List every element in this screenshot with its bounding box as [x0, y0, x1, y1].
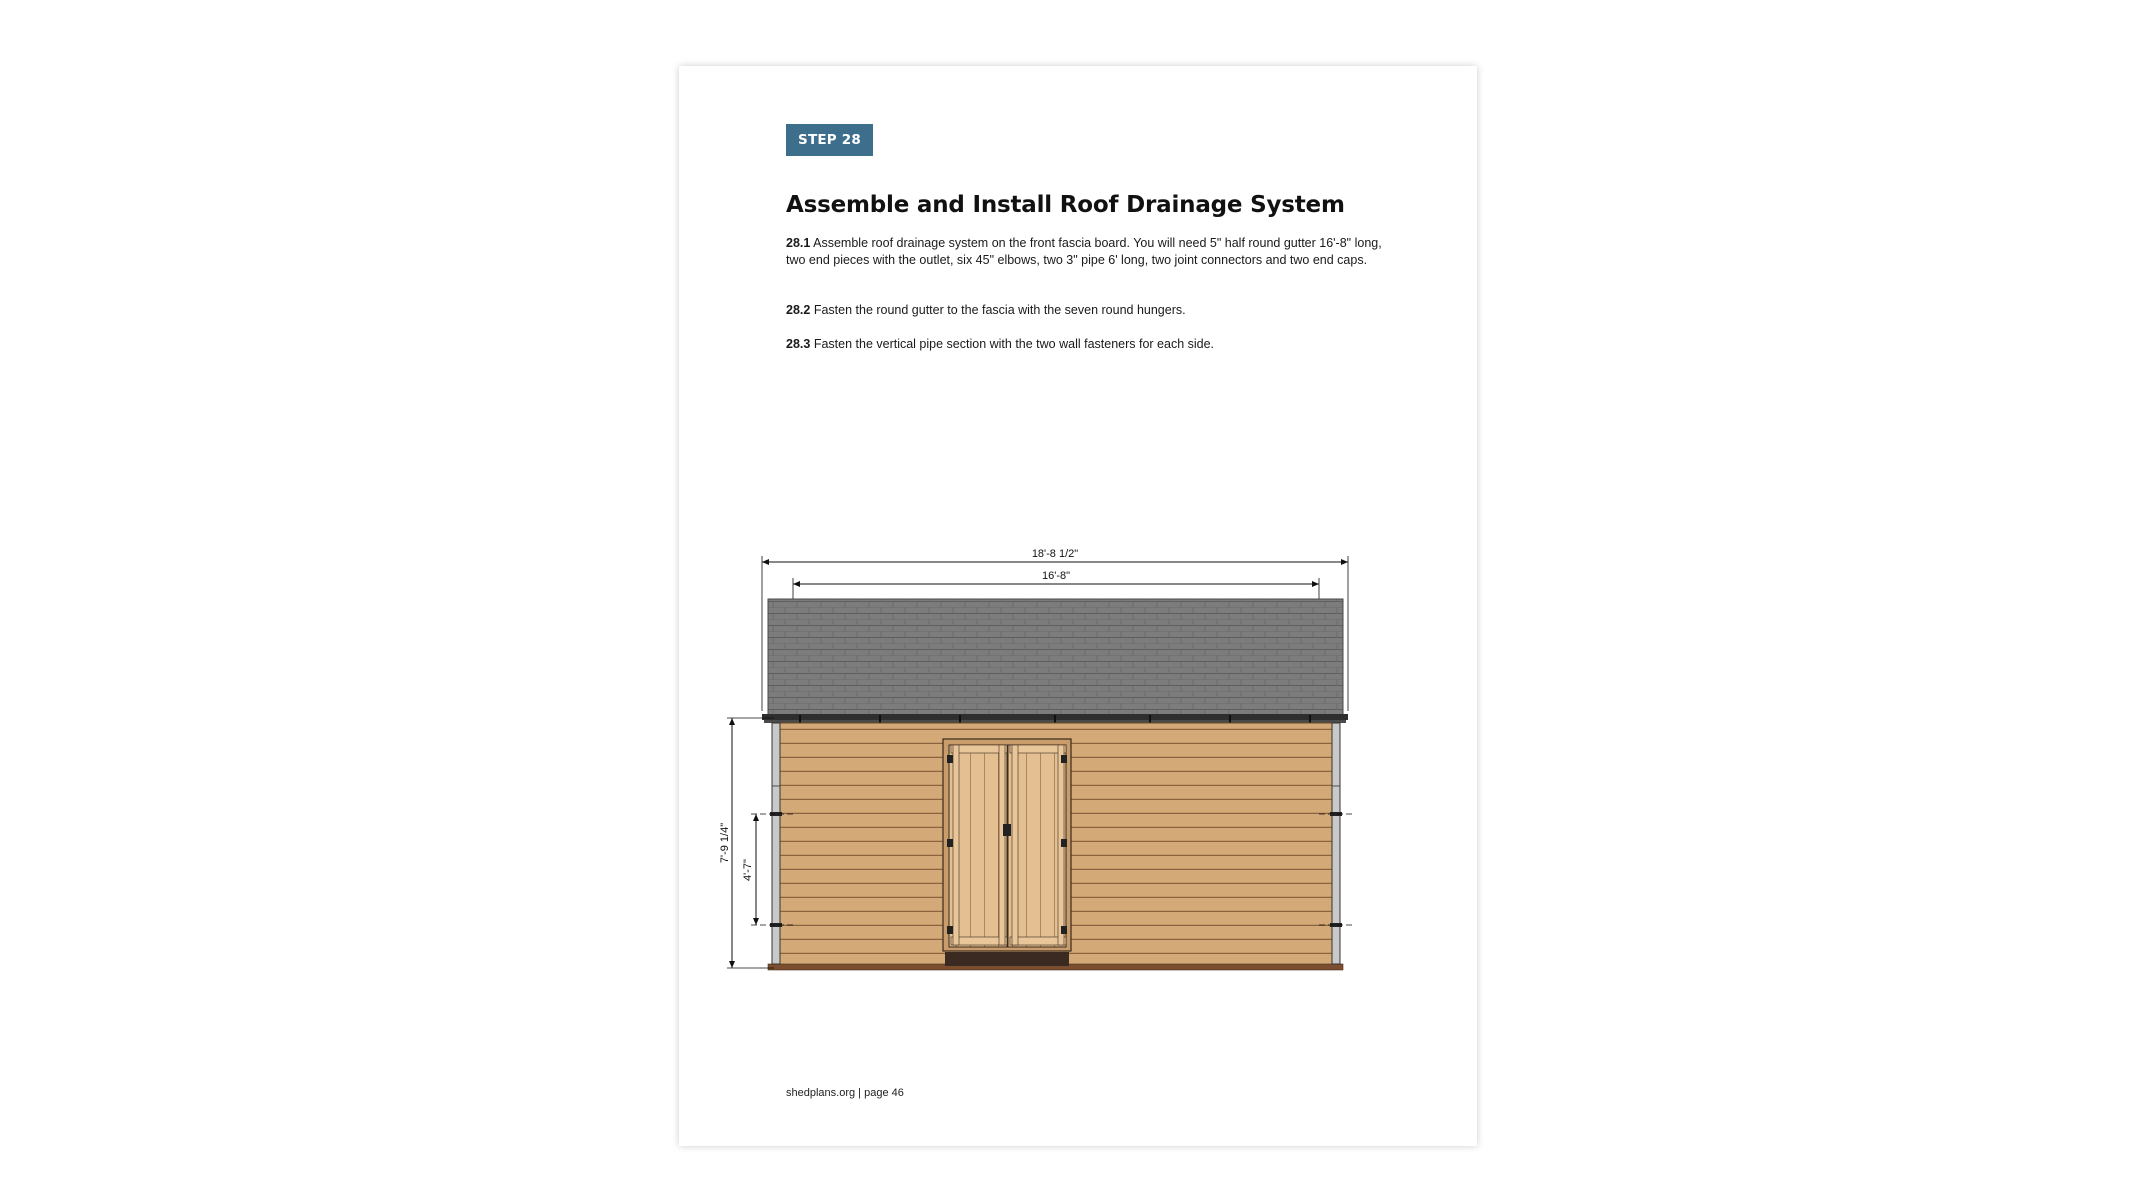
footer-page-number: page 46 — [864, 1087, 904, 1099]
roof — [768, 599, 1343, 715]
page-footer — [786, 1087, 904, 1099]
instruction-text: Fasten the round gutter to the fascia with the seven round hungers. — [813, 303, 1186, 317]
instruction-paragraph — [786, 235, 1386, 269]
instruction-paragraph — [786, 336, 1386, 353]
page-title: Assemble and Install Roof Drainage System — [786, 192, 1345, 218]
instruction-paragraph — [786, 302, 1386, 319]
document-page — [679, 66, 1477, 1146]
gutter — [762, 714, 1348, 723]
instruction-number: 28.2 — [786, 303, 811, 317]
downspout-right — [1330, 723, 1342, 964]
instruction-number: 28.3 — [786, 337, 811, 351]
dimension-label: 4'-7" — [742, 859, 754, 881]
dimension-label: 18'-8 1/2" — [1031, 548, 1079, 560]
instruction-text: Fasten the vertical pipe section with the two wall fasteners for each side. — [813, 337, 1215, 351]
downspout-left — [770, 723, 782, 964]
step-badge: STEP 28 — [786, 124, 873, 156]
footer-site: shedplans.org — [786, 1087, 856, 1099]
dimension-label: 7'-9 1/4" — [719, 822, 731, 864]
dimension-total-height — [719, 718, 774, 968]
instruction-text: Assemble roof drainage system on the front fascia board. You will need 5" half round gutter 16'-8" long, two end pieces with the outlet, six 45" elbows, two 3" pipe 6' long, two joint connectors and two end caps. — [786, 236, 1382, 267]
dimension-label: 16'-8" — [1041, 570, 1071, 582]
footer-separator: | — [858, 1087, 862, 1099]
shed-front-elevation-drawing — [719, 506, 1369, 1036]
double-door — [943, 739, 1071, 966]
instruction-number: 28.1 — [786, 236, 811, 250]
